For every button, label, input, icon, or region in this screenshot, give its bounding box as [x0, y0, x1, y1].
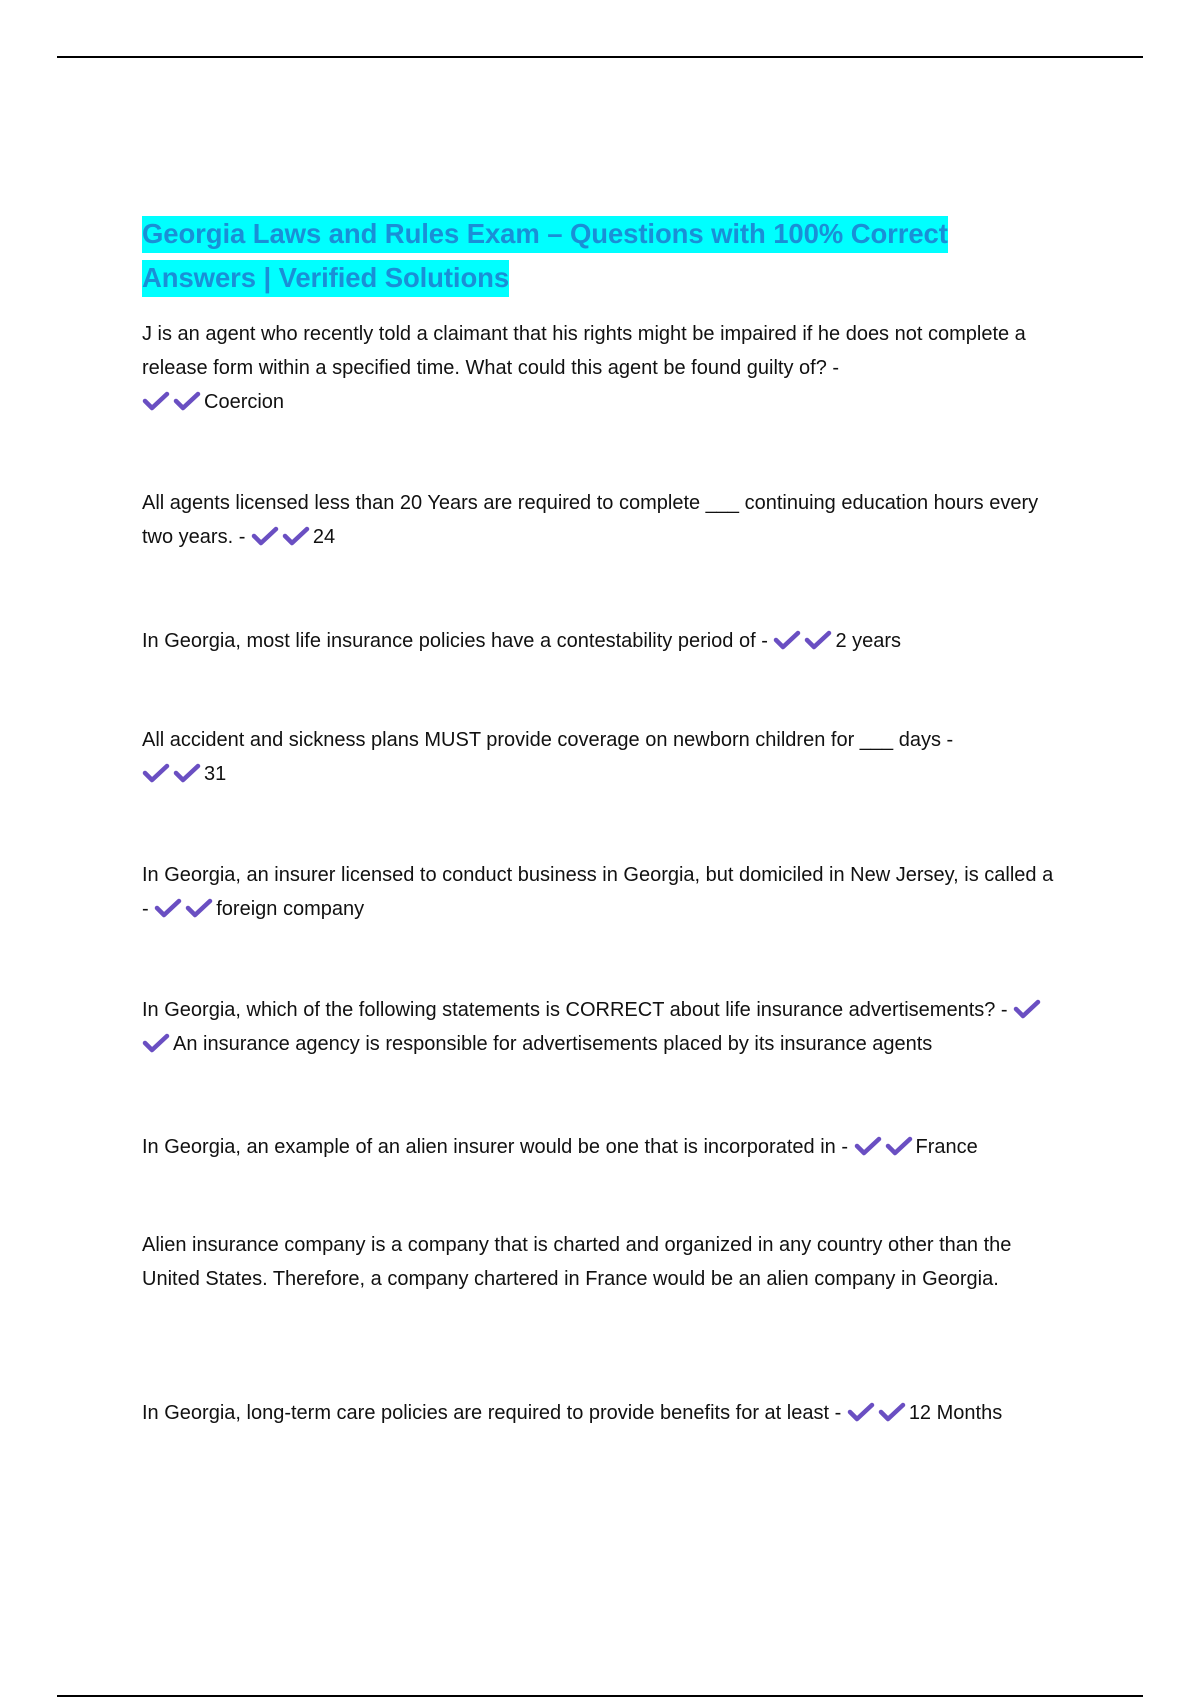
explanation-paragraph: [142, 1228, 1057, 1296]
checkmark-icon: [847, 1401, 875, 1423]
qa-item: [142, 317, 1057, 419]
question-text: In Georgia, long-term care policies are required to provide benefits for at least -: [142, 1402, 842, 1424]
checkmark-icon: [142, 1032, 170, 1054]
answer-text: 12 Months: [908, 1402, 1003, 1424]
answer-text: France: [915, 1136, 978, 1158]
answer-text: 24: [312, 526, 336, 548]
checkmark-icon: [1013, 998, 1041, 1020]
answer-text: 31: [204, 763, 227, 785]
checkmark-icon: [773, 629, 801, 651]
checkmark-icon: [154, 897, 182, 919]
checkmark-icon: [142, 762, 170, 784]
checkmark-icon: [282, 525, 310, 547]
question-text: In Georgia, most life insurance policies have a contestability period of -: [142, 630, 768, 652]
checkmark-icon: [142, 390, 170, 412]
checkmark-icon: [878, 1401, 906, 1423]
qa-item: [142, 723, 1057, 791]
question-text: All agents licensed less than 20 Years are required to complete ___ continuing education hours every two years. -: [142, 492, 1039, 548]
question-text: All accident and sickness plans MUST provide coverage on newborn children for ___ days -: [142, 729, 954, 751]
qa-item: [142, 993, 1057, 1061]
answer-text: 2 years: [835, 630, 902, 652]
qa-item: [142, 1130, 1057, 1164]
bottom-rule: [57, 1695, 1143, 1697]
checkmark-icon: [185, 897, 213, 919]
explanation-text: Alien insurance company is a company that is charted and organized in any country other than the United States. Therefore, a company chartered in France would be an alien company in Georgia.: [142, 1234, 1012, 1290]
qa-item: [142, 1396, 1057, 1430]
qa-item: [142, 486, 1057, 554]
checkmark-icon: [854, 1135, 882, 1157]
checkmark-icon: [173, 390, 201, 412]
answer-text: Coercion: [204, 391, 285, 413]
question-text: J is an agent who recently told a claimant that his rights might be impaired if he does not complete a release form within a specified time. What could this agent be found guilty of? -: [142, 323, 1026, 379]
checkmark-icon: [885, 1135, 913, 1157]
checkmark-icon: [804, 629, 832, 651]
top-rule: [57, 56, 1143, 58]
checkmark-icon: [173, 762, 201, 784]
qa-item: [142, 858, 1057, 926]
title-highlight: Georgia Laws and Rules Exam – Questions with 100% Correct Answers | Verified Solutions: [142, 216, 948, 297]
question-text: In Georgia, which of the following statements is CORRECT about life insurance advertisements? -: [142, 999, 1008, 1021]
answer-text: foreign company: [216, 898, 365, 920]
answer-text: An insurance agency is responsible for advertisements placed by its insurance agents: [173, 1033, 933, 1055]
document-title: [142, 212, 1057, 300]
qa-item: [142, 624, 1057, 658]
question-text: In Georgia, an insurer licensed to conduct business in Georgia, but domiciled in New Jersey, is called a -: [142, 864, 1054, 920]
checkmark-icon: [251, 525, 279, 547]
question-text: In Georgia, an example of an alien insurer would be one that is incorporated in -: [142, 1136, 848, 1158]
document-header: [142, 212, 1057, 300]
